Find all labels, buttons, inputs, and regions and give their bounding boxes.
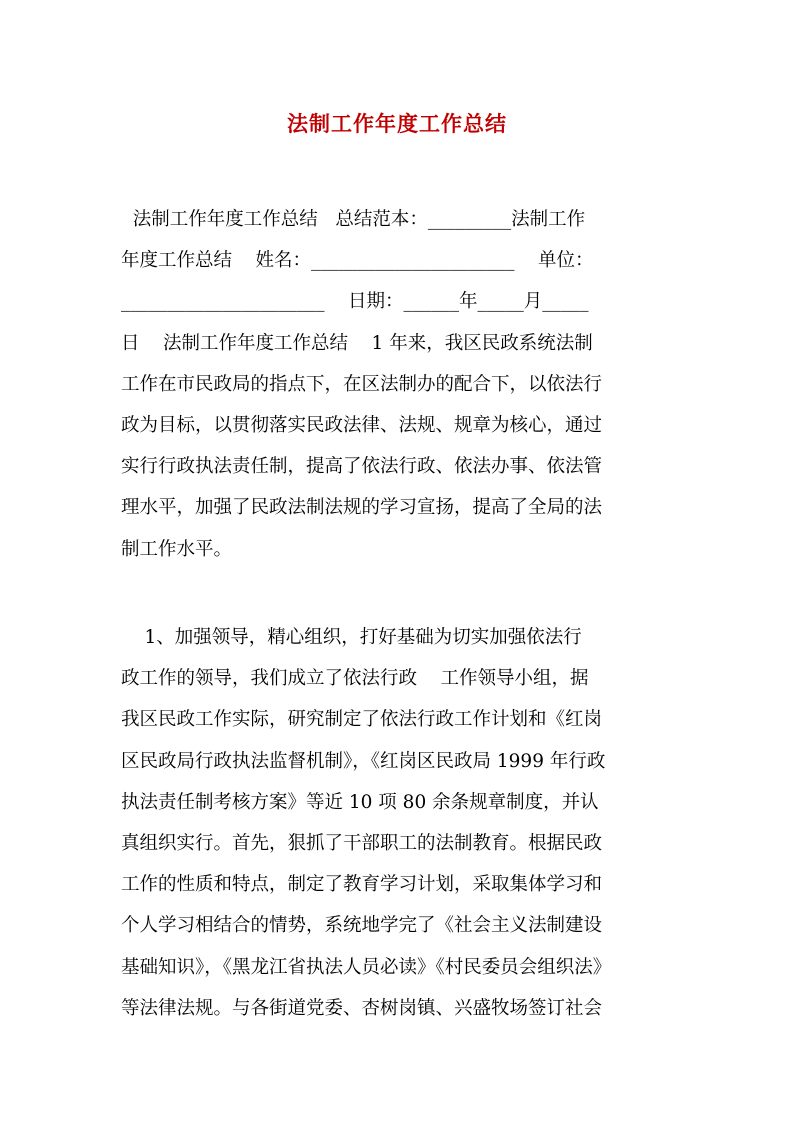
text-line: 基础知识》，《黑龙江省执法人员必读》《村民委员会组织法》 bbox=[121, 956, 612, 978]
text-line: 区民政局行政执法监督机制》，《红岗区民政局 1999 年行政 bbox=[121, 750, 606, 772]
text-line: 政为目标，以贯彻落实民政法律、法规、规章为核心，通过 bbox=[121, 414, 603, 436]
text-line: 实行行政执法责任制，提高了依法行政、依法办事、依法管 bbox=[121, 456, 603, 478]
text-line: 真组织实行。首先，狠抓了干部职工的法制教育。根据民政 bbox=[121, 832, 603, 854]
text-line: 个人学习相结合的情势，系统地学完了《社会主义法制建设 bbox=[121, 915, 603, 937]
text-line: 法制工作年度工作总结 总结范本：_________法制工作 bbox=[121, 209, 586, 230]
text-line: 年度工作总结 姓名：______________________ 单位： bbox=[121, 250, 594, 272]
text-line: 工作在市民政局的指点下，在区法制办的配合下，以依法行 bbox=[121, 373, 603, 395]
text-line: 理水平，加强了民政法制法规的学习宣扬，提高了全局的法 bbox=[121, 497, 603, 519]
text-line: 执法责任制考核方案》等近 10 项 80 余条规章制度，并认 bbox=[121, 791, 599, 813]
text-line: 日 法制工作年度工作总结 1 年来，我区民政系统法制 bbox=[121, 332, 593, 354]
paragraph-intro bbox=[121, 199, 673, 570]
document-title: 法制工作年度工作总结 bbox=[287, 111, 507, 136]
text-line: 制工作水平。 bbox=[121, 538, 233, 560]
text-line: 1、加强领导，精心组织，打好基础为切实加强依法行 bbox=[121, 627, 582, 648]
text-line: 政工作的领导，我们成立了依法行政 工作领导小组，据 bbox=[121, 668, 589, 690]
paragraph-section-1 bbox=[121, 617, 673, 1029]
text-line: ______________________ 日期：______年_____月_____ bbox=[121, 291, 589, 313]
text-line: 我区民政工作实际，研究制定了依法行政工作计划和《红岗 bbox=[121, 709, 603, 731]
text-line: 等法律法规。与各街道党委、杏树岗镇、兴盛牧场签订社会 bbox=[121, 997, 603, 1019]
text-line: 工作的性质和特点，制定了教育学习计划，采取集体学习和 bbox=[121, 874, 603, 896]
